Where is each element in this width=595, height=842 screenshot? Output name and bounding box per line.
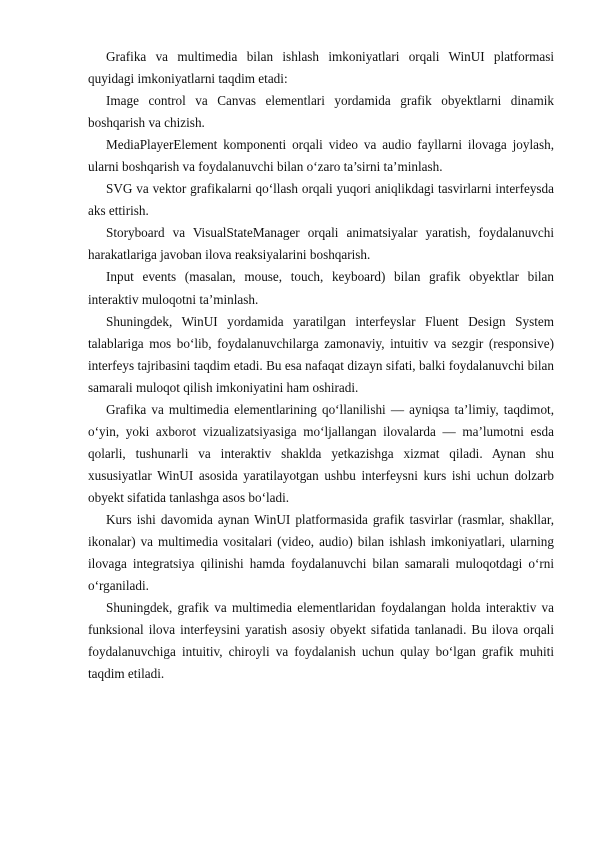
paragraph-svg-vector: SVG va vektor grafikalarni qo‘llash orqali yuqori aniqlikdagi tasvirlarni interfeysda aks ettirish. bbox=[88, 181, 554, 219]
document-page bbox=[88, 46, 554, 685]
paragraph-input-events: Input events (masalan, mouse, touch, keyboard) bilan grafik obyektlar bilan interaktiv muloqotni ta’minlash. bbox=[88, 269, 554, 307]
paragraph-image-canvas: Image control va Canvas elementlari yordamida grafik obyektlarni dinamik boshqarish va chizish. bbox=[88, 93, 554, 131]
paragraph-media-player: MediaPlayerElement komponenti orqali video va audio fayllarni ilovaga joylash, ularni boshqarish va foydalanuvchi bilan o‘zaro ta’sirni ta’minlash. bbox=[88, 137, 554, 175]
paragraph-course-work: Kurs ishi davomida aynan WinUI platformasida grafik tasvirlar (rasmlar, shakllar, ikonalar) va multimedia vositalari (video, audio) bilan ishlash imkoniyatlari, ularning ilovaga integratsiya qilinishi hamda foydalanuvchi bilan samarali muloqotdagi o‘rni o‘rganiladi. bbox=[88, 511, 554, 594]
paragraph-storyboard: Storyboard va VisualStateManager orqali animatsiyalar yaratish, foydalanuvchi harakatlariga javoban ilova reaksiyalarini boshqarish. bbox=[88, 225, 554, 263]
paragraph-multimedia-usage: Grafika va multimedia elementlarining qo‘llanilishi — ayniqsa ta’limiy, taqdimot, o‘yin, yoki axborot vizualizatsiyasiga mo‘ljallangan ilovalarda — ma’lumotni esda qolarli, tushunarli va interaktiv shaklda yetkazishga xizmat qiladi. Aynan shu xususiyatlar WinUI asosida yaratilayotgan ushbu interfeysni kurs ishi uchun dolzarb obyekt sifatida tanlashga asos bo‘ladi. bbox=[88, 401, 554, 505]
paragraph-conclusion: Shuningdek, grafik va multimedia elementlaridan foydalangan holda interaktiv va funksional ilova interfeysini yaratish asosiy obyekt sifatida tanlanadi. Bu ilova orqali foydalanuvchiga intuitiv, chiroyli va foydalanish uchun qulay bo‘lgan grafik muhiti taqdim etiladi. bbox=[88, 600, 554, 682]
paragraph-intro: Grafika va multimedia bilan ishlash imkoniyatlari orqali WinUI platformasi quyidagi imkoniyatlarni taqdim etadi: bbox=[88, 49, 554, 87]
paragraph-fluent-design: Shuningdek, WinUI yordamida yaratilgan interfeyslar Fluent Design System talablariga mos bo‘lib, foydalanuvchilarga zamonaviy, intuitiv va sezgir (responsive) interfeys tajribasini taqdim etadi. Bu esa nafaqat dizayn sifati, balki foydalanuvchi bilan samarali muloqot qilish imkoniyatini ham oshiradi. bbox=[88, 313, 554, 395]
